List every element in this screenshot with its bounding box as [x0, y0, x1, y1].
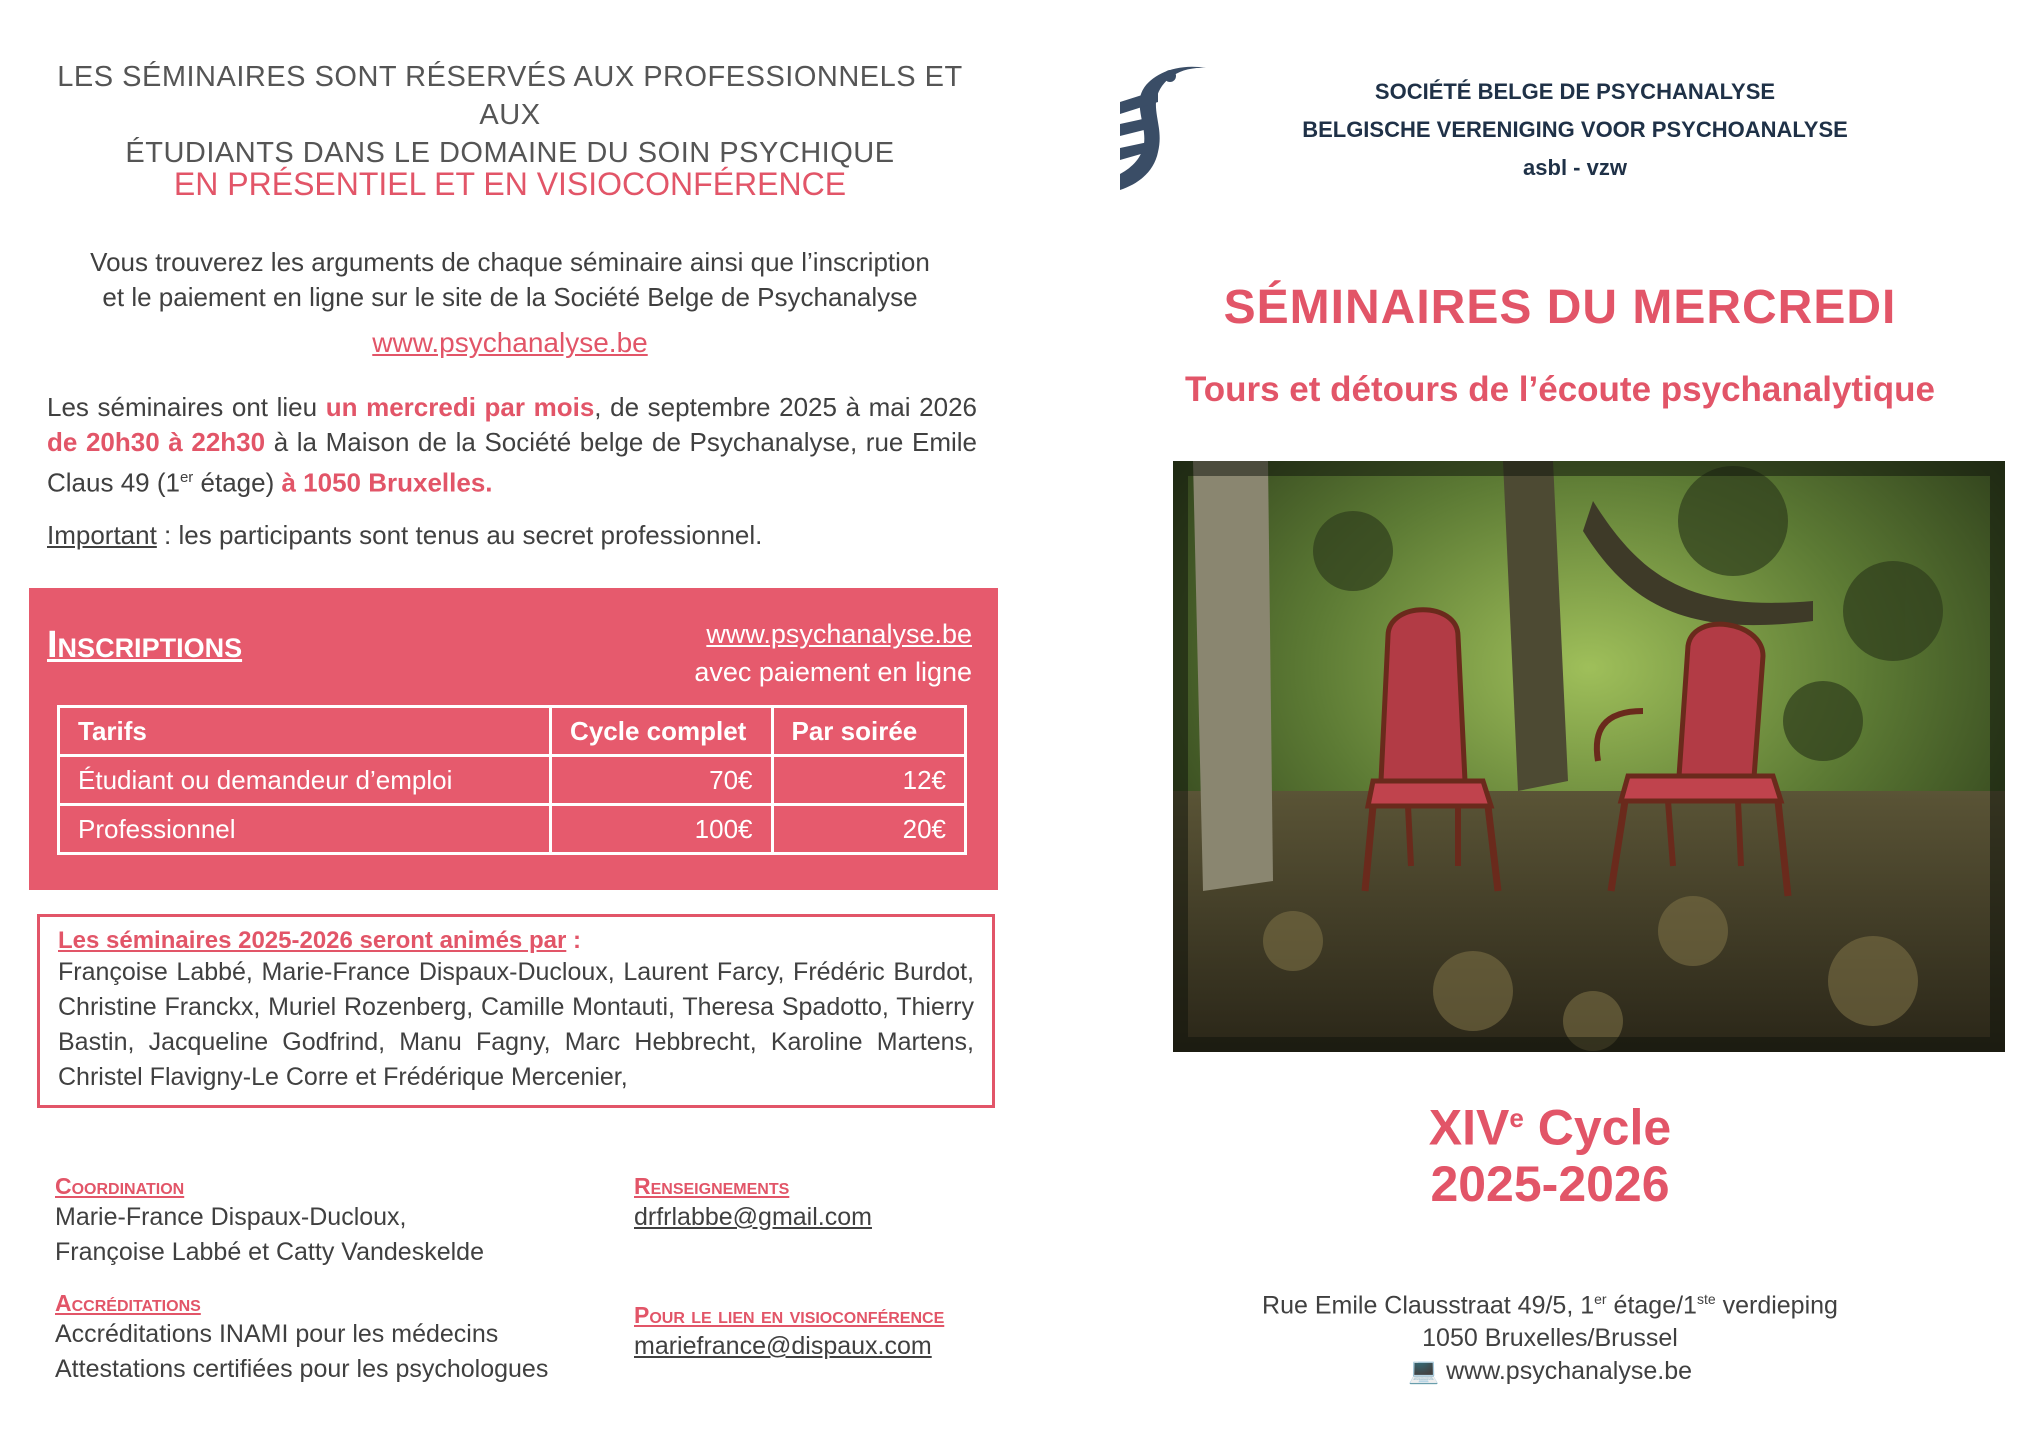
- table-row: [59, 756, 966, 805]
- society-name-nl: BELGISCHE VERENIGING VOOR PSYCHOANALYSE: [1302, 117, 1848, 142]
- address-block: [1100, 1283, 2000, 1388]
- audience-line-2: ÉTUDIANTS DANS LE DOMAINE DU SOIN PSYCHIQUE: [125, 137, 895, 169]
- inscriptions-box: [29, 588, 998, 890]
- inscriptions-title: Inscriptions: [47, 624, 243, 666]
- visio-email[interactable]: mariefrance@dispaux.com: [634, 1332, 932, 1360]
- renseignements-section: [634, 1173, 872, 1235]
- pricing-header-row: [59, 707, 966, 756]
- pricing-header-tarifs: Tarifs: [59, 707, 551, 756]
- details-text-1: Les séminaires ont lieu: [47, 392, 326, 422]
- animators-names: Françoise Labbé, Marie-France Dispaux-Ducloux, Laurent Farcy, Frédéric Burdot, Christine Franckx, Muriel Rozenberg, Camille Montauti, Theresa Spadotto, Thierry Bastin, Jacqueline Godfrind, Manu Fagny, Marc Hebbrecht, Karoline Martens, Christel Flavigny-Le Corre et Frédérique Mercenier,: [58, 958, 974, 1091]
- animators-box: [37, 914, 995, 1108]
- pricing-table: [57, 705, 967, 855]
- details-sup: er: [179, 469, 194, 486]
- coordination-heading: Coordination: [55, 1173, 185, 1199]
- schedule-details: [47, 390, 977, 501]
- page-subtitle: Tours et détours de l’écoute psychanalytique: [1184, 370, 1936, 409]
- coordination-line-2: Françoise Labbé et Catty Vandeskelde: [55, 1238, 484, 1266]
- inscriptions-link-block: [694, 615, 972, 691]
- pricing-evening-price: 12€: [772, 756, 966, 805]
- page-title: SÉMINAIRES DU MERCREDI: [1223, 281, 1897, 334]
- coordination-section: [55, 1173, 484, 1270]
- site-link-container: [30, 327, 990, 359]
- accreditations-line-1: Accréditations INAMI pour les médecins: [55, 1320, 499, 1348]
- details-text-3: à la Maison de la Société belge de Psychanalyse, rue Emile Claus 49 (1: [47, 427, 977, 498]
- audience-line-1: LES SÉMINAIRES SONT RÉSERVÉS AUX PROFESSIONNELS ET AUX: [57, 61, 963, 131]
- address-street: Rue Emile Clausstraat 49/5, 1: [1262, 1291, 1595, 1320]
- important-note: [47, 520, 762, 551]
- inscriptions-link[interactable]: www.psychanalyse.be: [706, 619, 972, 649]
- coordination-line-1: Marie-France Dispaux-Ducloux,: [55, 1203, 407, 1231]
- pricing-cycle-price: 70€: [551, 756, 772, 805]
- computer-icon: 💻: [1407, 1357, 1440, 1386]
- animators-heading: [58, 927, 974, 955]
- important-label: Important: [47, 520, 157, 550]
- society-logo: [1118, 62, 1208, 192]
- cycle-sup: e: [1509, 1103, 1524, 1133]
- website-link[interactable]: www.psychanalyse.be: [372, 327, 648, 358]
- details-text-2: , de septembre 2025 à mai 2026: [594, 392, 977, 422]
- cycle-word: Cycle: [1523, 1099, 1672, 1156]
- website-info-line-2: et le paiement en ligne sur le site de la Société Belge de Psychanalyse: [102, 282, 918, 312]
- inscriptions-link-note: avec paiement en ligne: [694, 657, 972, 687]
- accreditations-heading: Accréditations: [55, 1290, 201, 1316]
- website-info-line-1: Vous trouverez les arguments de chaque séminaire ainsi que l’inscription: [90, 247, 930, 277]
- address-rest: verdieping: [1715, 1291, 1838, 1320]
- renseignements-heading: Renseignements: [634, 1173, 790, 1199]
- animators-title: Les séminaires 2025-2026 seront animés par: [58, 927, 567, 954]
- address-sup-1: er: [1594, 1291, 1607, 1307]
- address-city: 1050 Bruxelles/Brussel: [1422, 1324, 1678, 1353]
- accreditations-section: [55, 1290, 548, 1387]
- pricing-category: Étudiant ou demandeur d’emploi: [59, 756, 551, 805]
- address-web[interactable]: www.psychanalyse.be: [1446, 1357, 1693, 1386]
- important-text: : les participants sont tenus au secret professionnel.: [156, 520, 763, 550]
- society-name: [1285, 73, 1865, 187]
- address-floor: étage/1: [1606, 1291, 1697, 1320]
- accreditations-line-2: Attestations certifiées pour les psychologues: [55, 1355, 549, 1383]
- details-frequency: un mercredi par mois: [325, 392, 595, 422]
- address-web-line: [1100, 1355, 2000, 1388]
- website-info: [30, 245, 990, 315]
- cycle-label: [1100, 1090, 2000, 1156]
- chairs-in-forest-photo: [1173, 461, 2005, 1052]
- society-name-fr: SOCIÉTÉ BELGE DE PSYCHANALYSE: [1374, 79, 1776, 104]
- society-legal-form: asbl - vzw: [1523, 155, 1627, 180]
- pricing-header-soiree: Par soirée: [772, 707, 966, 756]
- address-street-line: [1100, 1283, 2000, 1322]
- details-city: à 1050 Bruxelles.: [281, 467, 493, 498]
- attendance-mode: EN PRÉSENTIEL ET EN VISIOCONFÉRENCE: [173, 166, 847, 202]
- cycle-roman: XIV: [1428, 1099, 1510, 1156]
- table-row: [59, 805, 966, 854]
- animators-colon: :: [566, 927, 581, 954]
- visio-section: [634, 1302, 944, 1364]
- cycle-block: [1100, 1090, 2000, 1212]
- address-sup-2: ste: [1696, 1291, 1716, 1307]
- visio-heading: Pour le lien en visioconférence: [634, 1302, 945, 1328]
- renseignements-email[interactable]: drfrlabbe@gmail.com: [634, 1203, 872, 1231]
- details-time: de 20h30 à 22h30: [47, 427, 266, 457]
- cycle-years: 2025-2026: [1430, 1155, 1670, 1212]
- pricing-category: Professionnel: [59, 805, 551, 854]
- audience-notice: [30, 58, 990, 172]
- details-text-4: étage): [193, 467, 282, 498]
- pricing-header-cycle: Cycle complet: [551, 707, 772, 756]
- pricing-cycle-price: 100€: [551, 805, 772, 854]
- pricing-evening-price: 20€: [772, 805, 966, 854]
